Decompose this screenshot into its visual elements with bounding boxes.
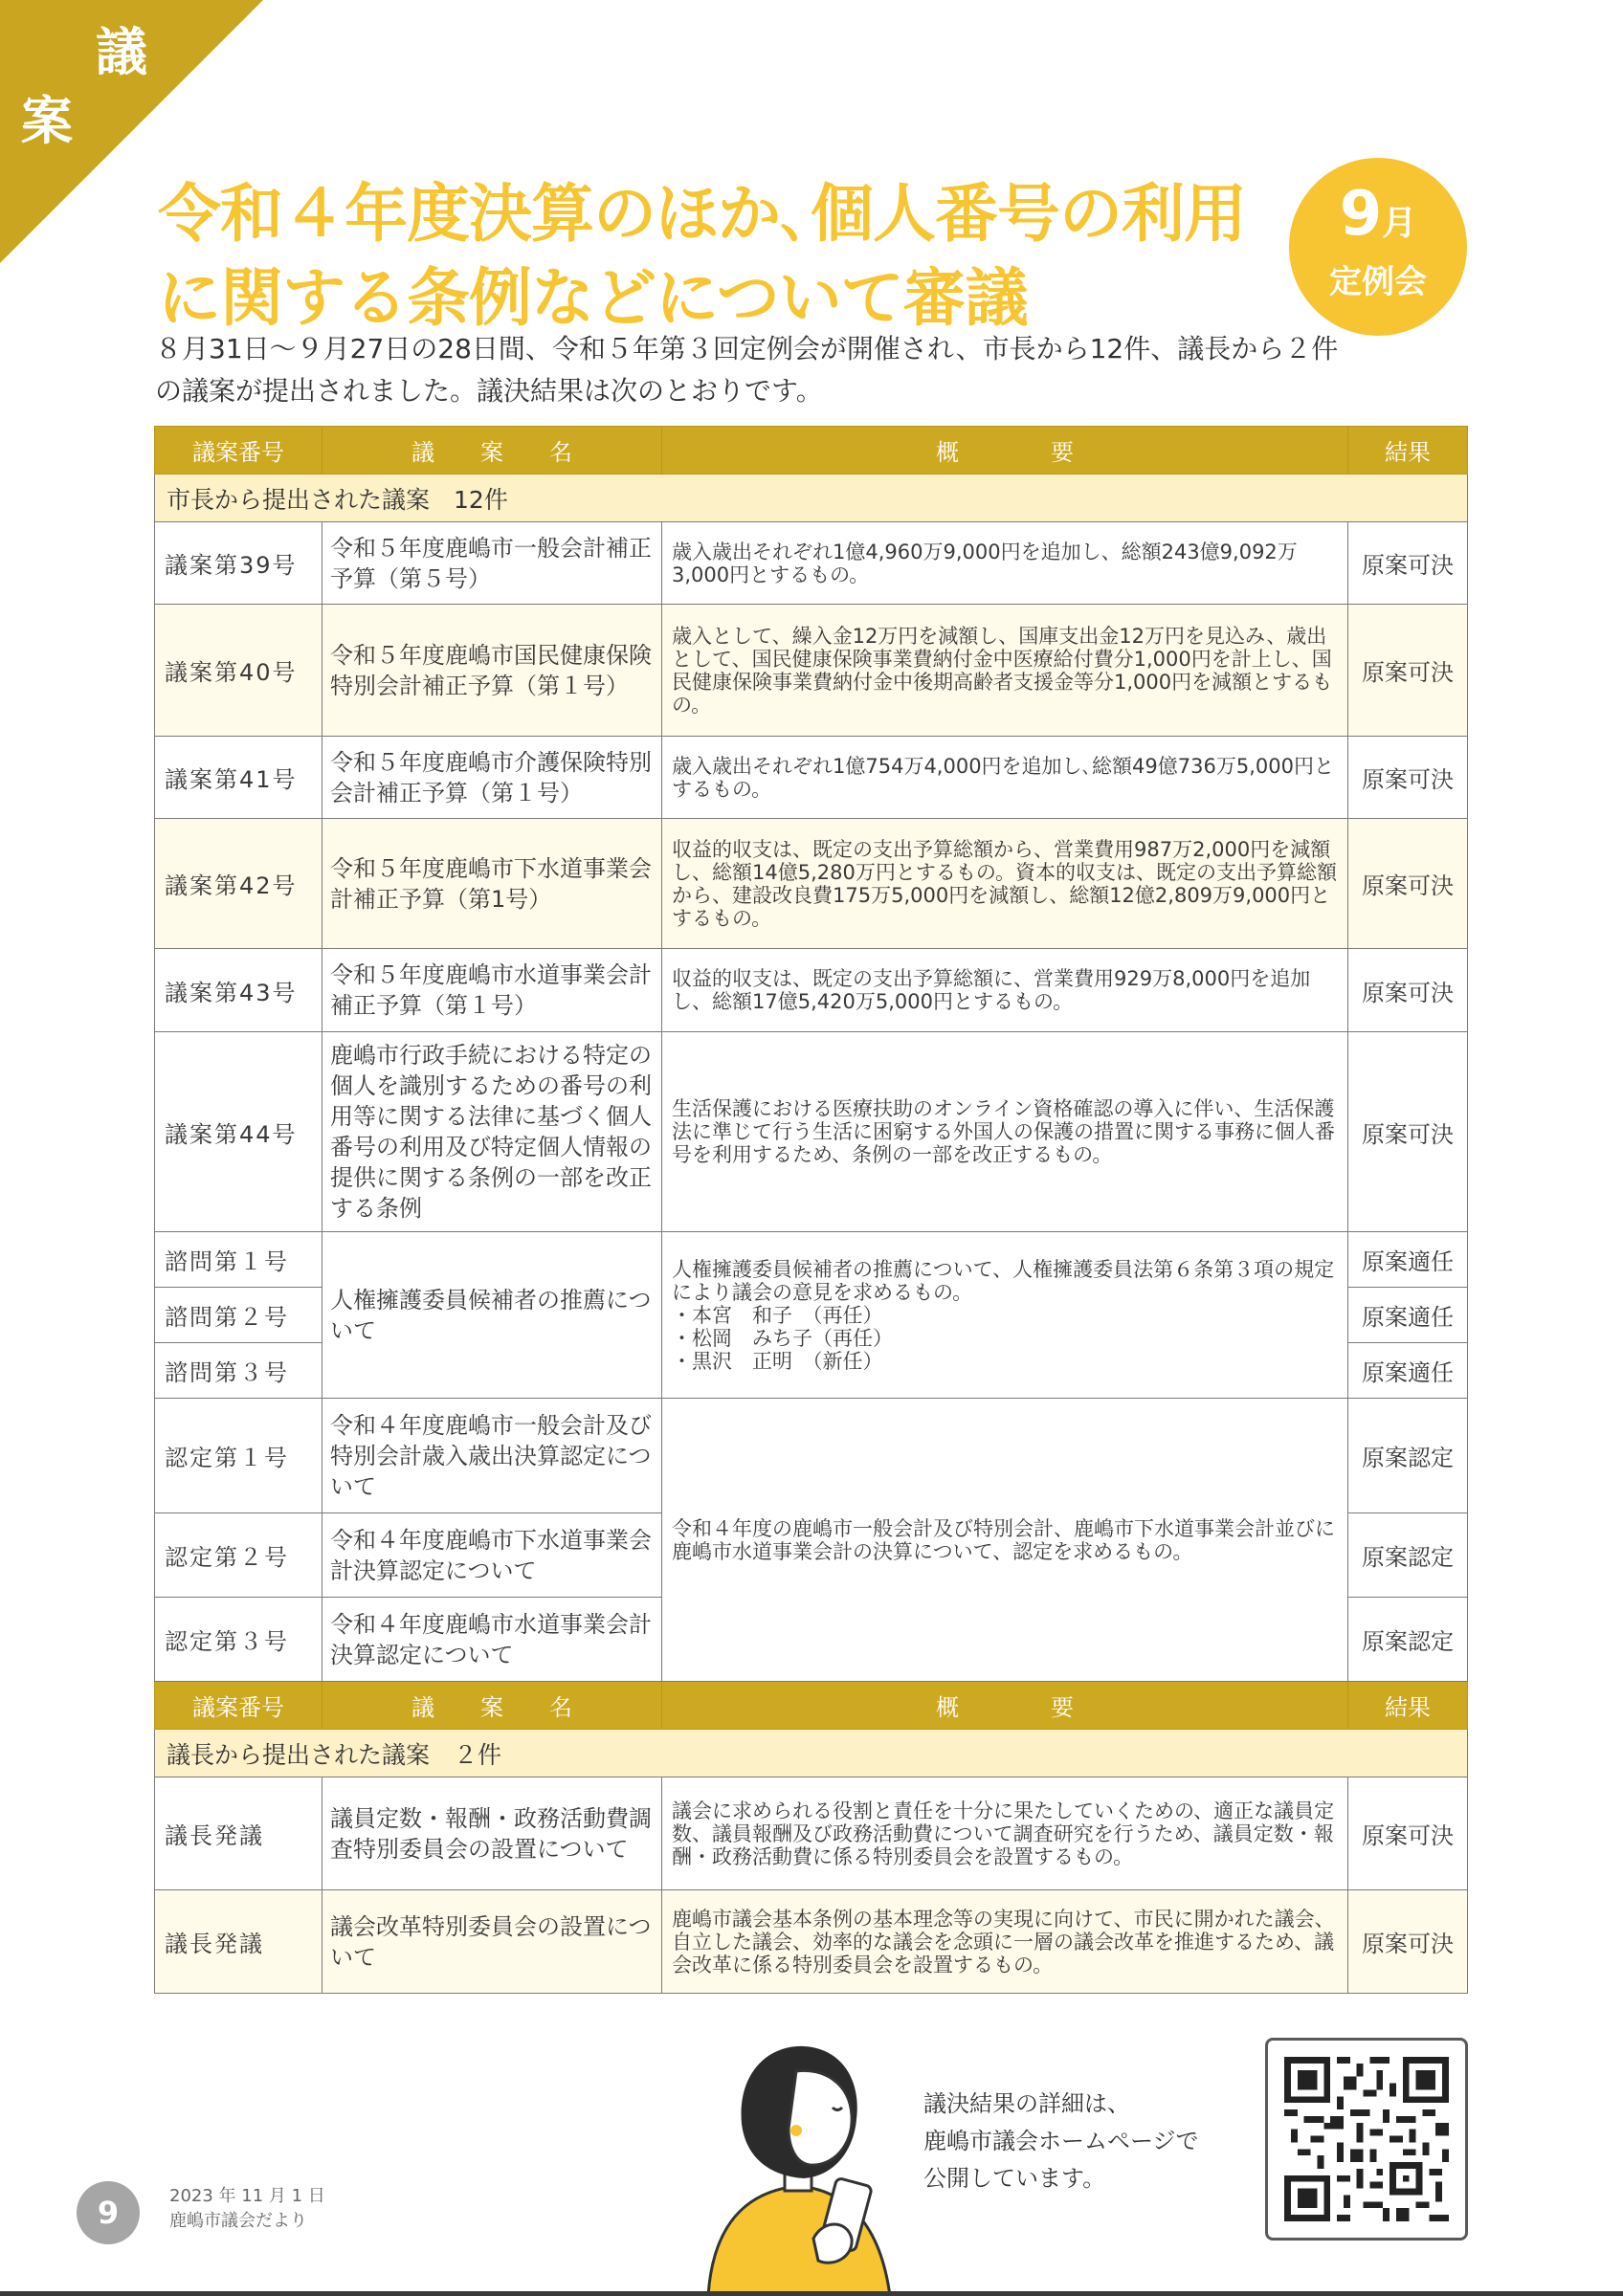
session-badge [1289,158,1467,336]
page-title [158,172,1278,341]
chair-section-label: 議長から提出された議案 ２件 [155,1730,1468,1777]
approval-result: 原案認定 [1348,1598,1468,1682]
footer-date: 2023 年 11 月 1 日 [169,2186,325,2206]
note-line-1: 議決結果の詳細は、 [923,2090,1130,2117]
chair-bill-number: 議長発議 [155,1890,322,1994]
table-row [155,949,1468,1032]
consult-summary [662,1232,1348,1399]
approval-name: 令和４年度鹿嶋市水道事業会計決算認定について [322,1598,662,1682]
badge-number: 9 [1339,179,1383,250]
chair-bill-name: 議員定数・報酬・政務活動費調査特別委員会の設置について [322,1777,662,1890]
results-note [923,2086,1199,2197]
table-row [155,819,1468,949]
bill-name: 鹿嶋市行政手続における特定の個人を識別するための番号の利用等に関する法律に基づく個人番号の利用及び特定個人情報の提供に関する条例の一部を改正する条例 [322,1032,662,1232]
consult-result: 原案適任 [1348,1343,1468,1399]
approval-name: 令和４年度鹿嶋市下水道事業会計決算認定について [322,1513,662,1598]
bill-name: 令和５年度鹿嶋市下水道事業会計補正予算（第1号） [322,819,662,949]
candidate-1: ・本宮 和子 （再任） [672,1303,883,1327]
chair-bill-summary: 鹿嶋市議会基本条例の基本理念等の実現に向けて、市民に開かれた議会、自立した議会、効率的な議会を念頭に一層の議会改革を推進するため、議会改革に係る特別委員会を設置するもの。 [662,1890,1348,1994]
header-number: 議案番号 [155,427,322,475]
bill-summary: 収益的収支は、既定の支出予算総額に、営業費用929万8,000円を追加し、総額17億5,420万5,000円とするもの。 [662,949,1348,1032]
intro-line-2: の議案が提出されました。議決結果は次のとおりです。 [155,375,823,407]
bill-summary: 収益的収支は、既定の支出予算総額から、営業費用987万2,000円を減額し、総額14億5,280万円とするもの。資本的収支は、既定の支出予算総額から、建設改良費175万5,000円を減額し、総額12億2,809万9,000円とするもの。 [662,819,1348,949]
intro-text [155,328,1476,412]
consult-number: 諮問第１号 [155,1232,322,1288]
bill-number: 議案第44号 [155,1032,322,1232]
table-row [155,737,1468,819]
table-row [155,1777,1468,1890]
section-tag-char-2: 案 [21,91,73,151]
header-summary: 概 要 [662,427,1348,475]
table-row [155,522,1468,605]
bill-result: 原案可決 [1348,737,1468,819]
candidate-2: ・松岡 みち子（再任） [672,1326,893,1350]
bill-number: 議案第42号 [155,819,322,949]
bill-result: 原案可決 [1348,605,1468,737]
candidate-3: ・黒沢 正明 （新任） [672,1349,883,1373]
bill-number: 議案第43号 [155,949,322,1032]
page-number: 9 [77,2181,140,2244]
title-line-2: に関する条例などについて審議 [158,261,1028,335]
approval-result: 原案認定 [1348,1513,1468,1598]
qr-code[interactable] [1265,2038,1468,2241]
bill-number: 議案第39号 [155,522,322,605]
note-line-2: 鹿嶋市議会ホームページで [923,2128,1199,2154]
bill-summary: 歳入歳出それぞれ1億4,960万9,000円を追加し、総額243億9,092万3,000円とするもの。 [662,522,1348,605]
bill-name: 令和５年度鹿嶋市一般会計補正予算（第５号） [322,522,662,605]
table-header-row [155,427,1468,475]
table-row [155,605,1468,737]
table-row [155,1890,1468,1994]
title-line-1: 令和４年度決算のほか､個人番号の利用 [158,177,1246,251]
consult-result: 原案適任 [1348,1288,1468,1343]
footer-info [169,2184,325,2234]
header-result: 結果 [1348,1682,1468,1730]
badge-month-unit: 月 [1382,204,1417,243]
person-illustration [689,2033,909,2296]
approval-result: 原案認定 [1348,1399,1468,1513]
bill-result: 原案可決 [1348,949,1468,1032]
table-row [155,1032,1468,1232]
qr-code-pattern [1284,2057,1449,2221]
bill-name: 令和５年度鹿嶋市国民健康保険特別会計補正予算（第１号） [322,605,662,737]
chair-bill-name: 議会改革特別委員会の設置について [322,1890,662,1994]
bill-summary: 生活保護における医療扶助のオンライン資格確認の導入に伴い、生活保護法に準じて行う生活に困窮する外国人の保護の措置に関する事務に個人番号を利用するため、条例の一部を改正するもの。 [662,1032,1348,1232]
chair-section-row [155,1730,1468,1777]
consult-number: 諮問第２号 [155,1288,322,1343]
header-number: 議案番号 [155,1682,322,1730]
chair-bill-result: 原案可決 [1348,1890,1468,1994]
approval-number: 認定第２号 [155,1513,322,1598]
approval-summary: 令和４年度の鹿嶋市一般会計及び特別会計、鹿嶋市下水道事業会計並びに鹿嶋市水道事業会計の決算について、認定を求めるもの。 [662,1399,1348,1682]
bill-number: 議案第41号 [155,737,322,819]
header-name: 議 案 名 [322,427,662,475]
badge-month [1289,179,1467,250]
note-line-3: 公開しています。 [923,2165,1106,2192]
consult-result: 原案適任 [1348,1232,1468,1288]
bottom-rule [0,2291,1623,2296]
header-result: 結果 [1348,427,1468,475]
approval-number: 認定第１号 [155,1399,322,1513]
chair-bill-result: 原案可決 [1348,1777,1468,1890]
header-name: 議 案 名 [322,1682,662,1730]
mayor-section-label: 市長から提出された議案 12件 [155,475,1468,522]
mayor-section-row [155,475,1468,522]
bill-result: 原案可決 [1348,522,1468,605]
bill-result: 原案可決 [1348,1032,1468,1232]
table-header-row [155,1682,1468,1730]
intro-line-1: ８月31日～９月27日の28日間、令和５年第３回定例会が開催され、市長から12件、議長から２件 [155,333,1339,364]
chair-bill-summary: 議会に求められる役割と責任を十分に果たしていくための、適正な議員定数、議員報酬及び政務活動費について調査研究を行うため、議員定数・報酬・政務活動費に係る特別委員会を設置するもの。 [662,1777,1348,1890]
footer-publication: 鹿嶋市議会だより [169,2211,307,2231]
results-table [154,426,1468,1994]
bill-name: 令和５年度鹿嶋市介護保険特別会計補正予算（第１号） [322,737,662,819]
bill-summary: 歳入として、繰入金12万円を減額し、国庫支出金12万円を見込み、歳出として、国民健康保険事業費納付金中医療給付費分1,000円を計上し、国民健康保険事業費納付金中後期高齢者支援金等分1,000円を減額とするもの。 [662,605,1348,737]
bill-result: 原案可決 [1348,819,1468,949]
approval-name: 令和４年度鹿嶋市一般会計及び特別会計歳入歳出決算認定について [322,1399,662,1513]
consult-name: 人権擁護委員候補者の推薦について [322,1232,662,1399]
header-summary: 概 要 [662,1682,1348,1730]
bill-summary: 歳入歳出それぞれ1億754万4,000円を追加し､総額49億736万5,000円とするもの。 [662,737,1348,819]
bill-number: 議案第40号 [155,605,322,737]
bill-name: 令和５年度鹿嶋市水道事業会計補正予算（第１号） [322,949,662,1032]
chair-bill-number: 議長発議 [155,1777,322,1890]
badge-label: 定例会 [1329,263,1427,301]
consult-summary-text: 人権擁護委員候補者の推薦について、人権擁護委員法第６条第３項の規定により議会の意見を求めるもの。 [672,1257,1335,1304]
approval-number: 認定第３号 [155,1598,322,1682]
section-tag-char-1: 議 [96,22,147,82]
table-row [155,1232,1468,1288]
consult-number: 諮問第３号 [155,1343,322,1399]
table-row [155,1399,1468,1513]
